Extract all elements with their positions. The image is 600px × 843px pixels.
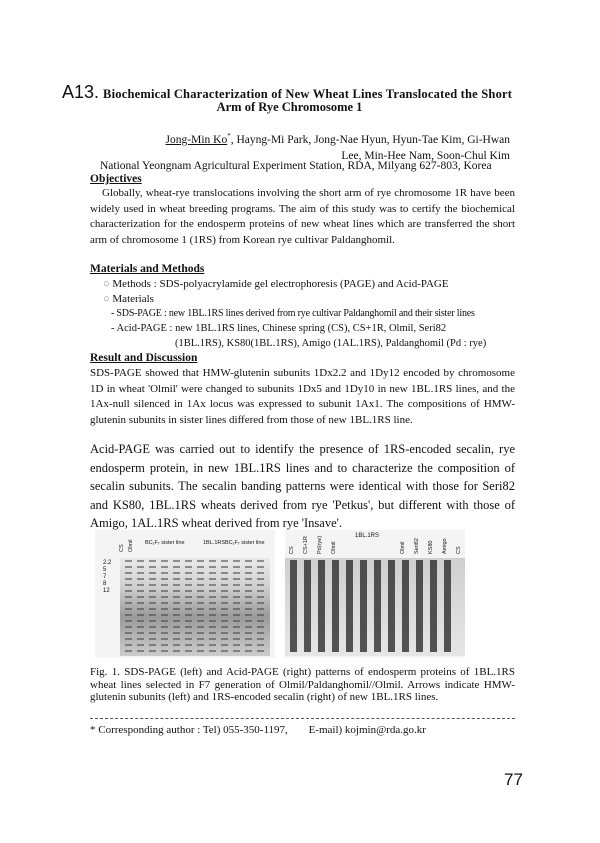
- page-number: 77: [504, 770, 523, 789]
- lane-label: Olmil: [128, 539, 134, 552]
- circle-bullet-icon: ○: [103, 278, 113, 290]
- acid-page-gel-image: [285, 530, 465, 658]
- footnote-divider: [90, 718, 515, 719]
- group-label: BC₁F₇ sister line: [225, 540, 265, 546]
- methods-item: [103, 278, 449, 290]
- authors-line-1: , Hayng-Mi Park, Jong-Nae Hyun, Hyun-Tae Kim, Gi-Hwan: [230, 133, 510, 146]
- lane-label: Seri82: [414, 538, 420, 554]
- circle-bullet-icon: ○: [103, 293, 113, 305]
- corresponding-mark: *: [227, 132, 231, 140]
- lane-label: CS: [456, 546, 462, 554]
- marker: 7: [103, 574, 107, 580]
- objectives-text: Globally, wheat-rye translocations involving the short arm of rye chromosome 1R have been widely used in wheat breeding programs. The aim of this study was to certify the biochemical characterization for the endosperm proteins of new wheat lines which are transferred the short arm of chromosome 1 (1RS) from Korean rye cultivar Paldanghomil.: [90, 187, 515, 246]
- results-heading: Result and Discussion: [90, 352, 198, 364]
- acid-page-materials-cont: (1BL.1RS), KS80(1BL.1RS), Amigo (1AL.1RS), Paldanghomil (Pd : rye): [175, 338, 487, 349]
- group-label: BC₁F₇ sister line: [145, 540, 185, 546]
- marker: 2.2: [103, 560, 112, 566]
- marker: 12: [103, 588, 110, 594]
- footnote: [90, 724, 426, 736]
- lane-label: CS+1R: [303, 536, 309, 554]
- sds-page-gel-image: [95, 530, 275, 658]
- lane-label: Pd(rye): [317, 535, 323, 554]
- authors-line-2: Lee, Min-Hee Nam, Soon-Chul Kim: [341, 149, 510, 162]
- marker: 5: [103, 567, 107, 573]
- title-line-2: Arm of Rye Chromosome 1: [216, 100, 363, 114]
- marker: 8: [103, 581, 107, 587]
- lane-label: Amigo: [442, 538, 448, 554]
- methods-heading: Materials and Methods: [90, 263, 205, 275]
- materials-text: Materials: [112, 293, 154, 305]
- abstract-number: A13.: [62, 82, 100, 102]
- sds-page-materials: - SDS-PAGE : new 1BL.1RS lines derived from rye cultivar Paldanghomil and their sister lines: [111, 308, 475, 319]
- subunit-markers: [103, 560, 111, 595]
- methods-text: Methods : SDS-polyacrylamide gel electrophoresis (PAGE) and Acid-PAGE: [112, 278, 449, 290]
- results-paragraph-1: SDS-PAGE showed that HMW-glutenin subunits 1Dx2.2 and 1Dy12 encoded by chromosome 1D in wheat 'Olmil' were changed to subunits 1Dx5 and 1Dy10 in new 1BL.1RS lines, and the 1Ax-null silenced in 1Ax locus was expressed to subunit 1Ax1. The compositions of HMW-glutenin subunits in sister lines differed from those of new 1BL.1RS line.: [90, 367, 515, 426]
- affiliation: National Yeongnam Agricultural Experiment Station, RDA, Milyang 627-803, Korea: [100, 160, 492, 172]
- results-paragraph-2: Acid-PAGE was carried out to identify the presence of 1RS-encoded secalin, rye endosperm protein, in new 1BL.1RS lines and to characterize the composition of secalin subunits. The secalin banding patterns were identical with those for Seri82 and KS80, 1BL.1RS wheats derived from rye 'Petkus', but different with those of Amigo, 1AL.1RS wheat derived from rye 'Insave'.: [90, 442, 515, 531]
- footnote-text: * Corresponding author : Tel) 055-350-1197,: [90, 724, 288, 736]
- lane-label: Olmil: [400, 541, 406, 554]
- lane-label: CS: [289, 546, 295, 554]
- author-list: [110, 128, 510, 164]
- acid-page-materials: - Acid-PAGE : new 1BL.1RS lines, Chinese spring (CS), CS+1R, Olmil, Seri82: [111, 323, 447, 334]
- first-author: Jong-Min Ko: [165, 133, 228, 146]
- objectives-heading: Objectives: [90, 173, 142, 185]
- lane-label: KS80: [428, 540, 434, 554]
- title-line-1: Biochemical Characterization of New Wheat Lines Translocated the Short: [103, 87, 513, 101]
- lane-label: Olmil: [331, 541, 337, 554]
- materials-item: [103, 293, 154, 305]
- group-label: 1BL.1RS: [355, 533, 380, 539]
- group-label: 1BL.1RS: [203, 540, 226, 546]
- lane-label: CS: [119, 544, 125, 552]
- footnote-email: E-mail) kojmin@rda.go.kr: [308, 724, 426, 736]
- figure-caption: Fig. 1. SDS-PAGE (left) and Acid-PAGE (right) patterns of endosperm proteins of 1BL.1RS wheat lines selected in F7 generation of Olmil/Paldanghomil//Olmil. Arrows indicate HMW- glutenin subunits (left) and 1RS-encoded secalin (right) of new 1BL.1RS lines.: [90, 666, 515, 703]
